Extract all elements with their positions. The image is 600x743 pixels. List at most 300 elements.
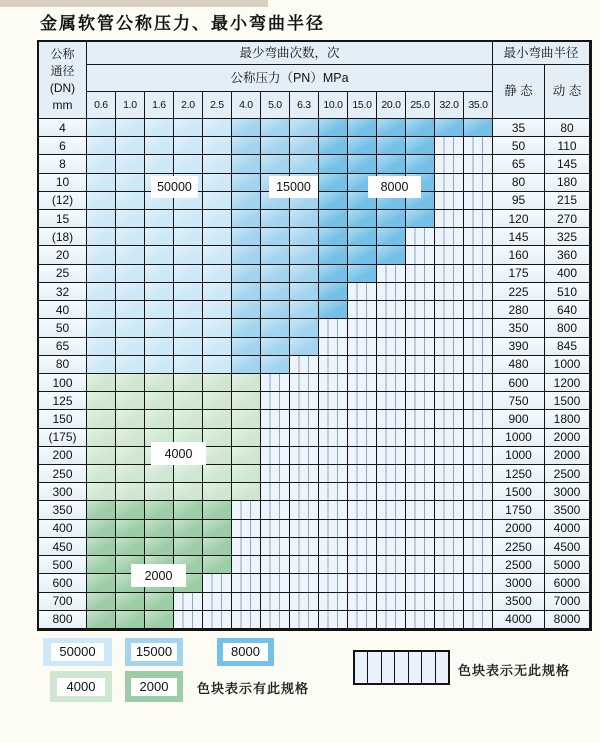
no-spec-cell: [290, 501, 319, 519]
spec-cell: [290, 137, 319, 155]
spec-cell: [377, 210, 406, 228]
spec-cell: [87, 447, 116, 465]
no-spec-cell: [435, 410, 464, 428]
spec-cell: [232, 338, 261, 356]
no-spec-cell: [290, 556, 319, 574]
no-spec-cell: [261, 447, 290, 465]
no-spec-cell: [464, 611, 493, 629]
pressure-tick: 25.0: [406, 92, 435, 119]
spec-cell: [348, 246, 377, 264]
no-spec-cell: [261, 374, 290, 392]
bend-cycles-zone-label: 8000: [368, 176, 421, 198]
dynamic-value-cell: 7000: [545, 593, 590, 611]
no-spec-cell: [435, 265, 464, 283]
no-spec-cell: [464, 447, 493, 465]
static-value-cell: 95: [493, 192, 545, 210]
spec-cell: [203, 174, 232, 192]
no-spec-cell: [464, 283, 493, 301]
dn-label-cell: 400: [39, 520, 87, 538]
spec-cell: [116, 119, 145, 137]
spec-cell: [232, 119, 261, 137]
dn-label-cell: 6: [39, 137, 87, 155]
no-spec-cell: [203, 574, 232, 592]
dn-label-cell: 100: [39, 374, 87, 392]
dynamic-value-cell: 3000: [545, 483, 590, 501]
dynamic-value-cell: 6000: [545, 574, 590, 592]
spec-cell: [174, 520, 203, 538]
no-spec-cell: [232, 538, 261, 556]
radius-header: 最小弯曲半径: [493, 42, 590, 65]
dynamic-value-cell: 400: [545, 265, 590, 283]
dynamic-value-cell: 1000: [545, 356, 590, 374]
legend-no-spec-cell: [355, 652, 368, 683]
spec-cell: [203, 155, 232, 173]
spec-cell: [377, 155, 406, 173]
no-spec-cell: [464, 192, 493, 210]
spec-cell: [116, 155, 145, 173]
spec-cell: [203, 192, 232, 210]
no-spec-cell: [261, 556, 290, 574]
spec-cell: [261, 246, 290, 264]
no-spec-cell: [319, 410, 348, 428]
spec-cell: [116, 374, 145, 392]
dynamic-value-cell: 1200: [545, 374, 590, 392]
no-spec-cell: [464, 246, 493, 264]
no-spec-cell: [377, 283, 406, 301]
spec-cell: [377, 246, 406, 264]
spec-cell: [174, 465, 203, 483]
dn-label-cell: 200: [39, 447, 87, 465]
no-spec-cell: [406, 301, 435, 319]
spec-cell: [87, 520, 116, 538]
spec-cell: [174, 301, 203, 319]
dynamic-value-cell: 5000: [545, 556, 590, 574]
legend-swatch: [125, 671, 183, 702]
dynamic-value-cell: 325: [545, 228, 590, 246]
dynamic-value-cell: 270: [545, 210, 590, 228]
spec-cell: [116, 465, 145, 483]
no-spec-cell: [319, 574, 348, 592]
no-spec-cell: [464, 374, 493, 392]
no-spec-cell: [377, 447, 406, 465]
no-spec-cell: [290, 374, 319, 392]
no-spec-cell: [435, 174, 464, 192]
dynamic-value-cell: 510: [545, 283, 590, 301]
no-spec-cell: [319, 465, 348, 483]
no-spec-cell: [290, 356, 319, 374]
spec-cell: [174, 119, 203, 137]
dynamic-value-cell: 2500: [545, 465, 590, 483]
no-spec-cell: [435, 210, 464, 228]
spec-cell: [232, 155, 261, 173]
pressure-tick: 32.0: [435, 92, 464, 119]
no-spec-cell: [377, 538, 406, 556]
no-spec-cell: [406, 265, 435, 283]
no-spec-cell: [406, 520, 435, 538]
no-spec-cell: [348, 374, 377, 392]
static-value-cell: 145: [493, 228, 545, 246]
spec-cell: [145, 137, 174, 155]
no-spec-cell: [464, 593, 493, 611]
spec-cell: [319, 137, 348, 155]
no-spec-cell: [377, 465, 406, 483]
no-spec-cell: [464, 174, 493, 192]
spec-cell: [319, 265, 348, 283]
dn-label-cell: 4: [39, 119, 87, 137]
spec-cell: [319, 192, 348, 210]
no-spec-cell: [290, 611, 319, 629]
legend-swatch-label: 8000: [223, 643, 268, 661]
spec-cell: [116, 174, 145, 192]
no-spec-cell: [348, 319, 377, 337]
spec-cell: [145, 228, 174, 246]
spec-cell: [232, 265, 261, 283]
spec-cell: [174, 374, 203, 392]
pressure-tick: 35.0: [464, 92, 493, 119]
spec-cell: [145, 338, 174, 356]
no-spec-cell: [406, 319, 435, 337]
no-spec-cell: [464, 319, 493, 337]
pressure-tick: 0.6: [87, 92, 116, 119]
dn-label-cell: 10: [39, 174, 87, 192]
no-spec-cell: [261, 593, 290, 611]
no-spec-cell: [319, 374, 348, 392]
spec-cell: [290, 319, 319, 337]
no-spec-cell: [464, 392, 493, 410]
spec-cell: [261, 301, 290, 319]
no-spec-cell: [261, 483, 290, 501]
spec-cell: [116, 593, 145, 611]
spec-cell: [290, 210, 319, 228]
no-spec-cell: [348, 356, 377, 374]
spec-cell: [261, 119, 290, 137]
static-value-cell: 2250: [493, 538, 545, 556]
no-spec-cell: [203, 611, 232, 629]
spec-table: [37, 40, 592, 631]
static-header: 静 态: [493, 65, 545, 119]
spec-cell: [145, 538, 174, 556]
spec-cell: [319, 155, 348, 173]
spec-cell: [145, 301, 174, 319]
no-spec-cell: [435, 429, 464, 447]
spec-cell: [261, 210, 290, 228]
spec-cell: [145, 501, 174, 519]
no-spec-cell: [435, 137, 464, 155]
spec-cell: [203, 501, 232, 519]
spec-cell: [377, 228, 406, 246]
dn-label-cell: 80: [39, 356, 87, 374]
no-spec-cell: [406, 501, 435, 519]
spec-cell: [87, 574, 116, 592]
no-spec-cell: [377, 593, 406, 611]
spec-cell: [116, 283, 145, 301]
no-spec-cell: [406, 228, 435, 246]
static-value-cell: 390: [493, 338, 545, 356]
dn-label-cell: (18): [39, 228, 87, 246]
spec-cell: [116, 319, 145, 337]
dn-label-cell: 32: [39, 283, 87, 301]
no-spec-cell: [406, 538, 435, 556]
spec-cell: [145, 392, 174, 410]
no-spec-cell: [377, 556, 406, 574]
dn-label-cell: 250: [39, 465, 87, 483]
spec-cell: [232, 356, 261, 374]
dn-label-cell: 25: [39, 265, 87, 283]
spec-cell: [232, 210, 261, 228]
no-spec-cell: [348, 465, 377, 483]
spec-cell: [232, 447, 261, 465]
spec-cell: [174, 283, 203, 301]
spec-cell: [203, 119, 232, 137]
spec-cell: [319, 174, 348, 192]
pressure-tick: 10.0: [319, 92, 348, 119]
spec-cell: [319, 301, 348, 319]
static-value-cell: 3000: [493, 574, 545, 592]
spec-cell: [145, 155, 174, 173]
spec-cell: [145, 210, 174, 228]
spec-cell: [406, 210, 435, 228]
dn-label-cell: 40: [39, 301, 87, 319]
dn-label-cell: 600: [39, 574, 87, 592]
no-spec-cell: [319, 501, 348, 519]
spec-cell: [174, 137, 203, 155]
spec-cell: [87, 228, 116, 246]
spec-cell: [290, 338, 319, 356]
dn-label-cell: 500: [39, 556, 87, 574]
spec-cell: [116, 192, 145, 210]
spec-cell: [232, 137, 261, 155]
no-spec-cell: [290, 520, 319, 538]
no-spec-cell: [348, 483, 377, 501]
spec-cell: [232, 174, 261, 192]
pressure-tick: 1.6: [145, 92, 174, 119]
spec-cell: [232, 246, 261, 264]
spec-cell: [348, 119, 377, 137]
static-value-cell: 350: [493, 319, 545, 337]
no-spec-cell: [435, 520, 464, 538]
no-spec-cell: [377, 301, 406, 319]
no-spec-cell: [232, 556, 261, 574]
legend-no-spec-box: [353, 650, 450, 685]
pressure-header: 公称压力（PN）MPa: [87, 65, 493, 92]
spec-cell: [348, 210, 377, 228]
spec-cell: [174, 538, 203, 556]
legend-swatch: [125, 638, 183, 666]
no-spec-cell: [377, 429, 406, 447]
spec-cell: [203, 483, 232, 501]
legend-swatch: [50, 671, 112, 702]
no-spec-cell: [261, 392, 290, 410]
legend-no-spec-text: 色块表示无此规格: [458, 663, 571, 678]
spec-cell: [87, 556, 116, 574]
spec-cell: [232, 192, 261, 210]
spec-cell: [87, 155, 116, 173]
pressure-tick: 2.0: [174, 92, 203, 119]
spec-cell: [87, 174, 116, 192]
spec-cell: [232, 483, 261, 501]
spec-cell: [145, 119, 174, 137]
static-value-cell: 600: [493, 374, 545, 392]
spec-cell: [87, 611, 116, 629]
legend-no-spec-cell: [368, 652, 381, 683]
spec-cell: [116, 392, 145, 410]
no-spec-cell: [435, 574, 464, 592]
no-spec-cell: [435, 301, 464, 319]
dn-label-cell: 350: [39, 501, 87, 519]
spec-cell: [348, 228, 377, 246]
no-spec-cell: [261, 574, 290, 592]
legend-has-spec-text: 色块表示有此规格: [197, 681, 310, 696]
dynamic-value-cell: 4500: [545, 538, 590, 556]
spec-cell: [116, 483, 145, 501]
dynamic-value-cell: 180: [545, 174, 590, 192]
no-spec-cell: [464, 501, 493, 519]
no-spec-cell: [377, 410, 406, 428]
static-value-cell: 160: [493, 246, 545, 264]
spec-cell: [348, 265, 377, 283]
spec-cell: [203, 265, 232, 283]
bend-cycles-zone-label: 50000: [151, 176, 198, 198]
spec-cell: [290, 283, 319, 301]
dn-label-cell: 20: [39, 246, 87, 264]
no-spec-cell: [174, 611, 203, 629]
no-spec-cell: [464, 301, 493, 319]
no-spec-cell: [435, 356, 464, 374]
dynamic-value-cell: 640: [545, 301, 590, 319]
spec-cell: [87, 392, 116, 410]
dn-label-cell: 150: [39, 410, 87, 428]
no-spec-cell: [232, 501, 261, 519]
no-spec-cell: [464, 210, 493, 228]
no-spec-cell: [435, 593, 464, 611]
no-spec-cell: [348, 556, 377, 574]
legend-swatch-label: 50000: [51, 643, 104, 661]
spec-cell: [261, 228, 290, 246]
no-spec-cell: [435, 465, 464, 483]
no-spec-cell: [290, 392, 319, 410]
no-spec-cell: [406, 483, 435, 501]
pressure-tick: 2.5: [203, 92, 232, 119]
spec-cell: [145, 520, 174, 538]
spec-cell: [116, 538, 145, 556]
no-spec-cell: [261, 538, 290, 556]
dynamic-value-cell: 800: [545, 319, 590, 337]
pressure-tick: 5.0: [261, 92, 290, 119]
spec-cell: [174, 155, 203, 173]
no-spec-cell: [377, 392, 406, 410]
no-spec-cell: [464, 265, 493, 283]
no-spec-cell: [435, 447, 464, 465]
spec-cell: [116, 338, 145, 356]
spec-cell: [116, 356, 145, 374]
no-spec-cell: [319, 483, 348, 501]
pressure-tick: 20.0: [377, 92, 406, 119]
bend-cycles-zone-label: 4000: [151, 442, 206, 465]
static-value-cell: 1000: [493, 447, 545, 465]
dynamic-value-cell: 215: [545, 192, 590, 210]
spec-cell: [116, 265, 145, 283]
spec-cell: [261, 265, 290, 283]
dynamic-value-cell: 845: [545, 338, 590, 356]
no-spec-cell: [290, 574, 319, 592]
no-spec-cell: [203, 593, 232, 611]
no-spec-cell: [406, 429, 435, 447]
dynamic-value-cell: 8000: [545, 611, 590, 629]
no-spec-cell: [348, 593, 377, 611]
no-spec-cell: [319, 538, 348, 556]
spec-cell: [203, 283, 232, 301]
static-value-cell: 3500: [493, 593, 545, 611]
no-spec-cell: [406, 556, 435, 574]
no-spec-cell: [319, 429, 348, 447]
spec-cell: [87, 483, 116, 501]
no-spec-cell: [406, 593, 435, 611]
spec-cell: [87, 374, 116, 392]
dynamic-value-cell: 2000: [545, 429, 590, 447]
no-spec-cell: [348, 283, 377, 301]
no-spec-cell: [377, 356, 406, 374]
spec-cell: [348, 155, 377, 173]
spec-cell: [174, 410, 203, 428]
no-spec-cell: [261, 429, 290, 447]
no-spec-cell: [377, 483, 406, 501]
spec-cell: [203, 392, 232, 410]
spec-cell: [116, 246, 145, 264]
no-spec-cell: [377, 265, 406, 283]
no-spec-cell: [290, 593, 319, 611]
spec-cell: [290, 155, 319, 173]
no-spec-cell: [290, 447, 319, 465]
legend-swatch: [43, 638, 112, 666]
spec-cell: [348, 137, 377, 155]
no-spec-cell: [406, 338, 435, 356]
no-spec-cell: [261, 501, 290, 519]
no-spec-cell: [435, 538, 464, 556]
legend-no-spec-cell: [382, 652, 395, 683]
no-spec-cell: [319, 356, 348, 374]
spec-cell: [406, 155, 435, 173]
spec-cell: [319, 246, 348, 264]
no-spec-cell: [406, 465, 435, 483]
spec-cell: [116, 410, 145, 428]
spec-cell: [203, 319, 232, 337]
no-spec-cell: [406, 356, 435, 374]
static-value-cell: 175: [493, 265, 545, 283]
spec-cell: [174, 246, 203, 264]
no-spec-cell: [348, 338, 377, 356]
legend-swatch-label: 4000: [57, 678, 105, 696]
no-spec-cell: [319, 556, 348, 574]
spec-cell: [261, 356, 290, 374]
legend-no-spec-cell: [422, 652, 435, 683]
dn-column-header: 公称 通径 (DN) mm: [39, 42, 87, 119]
static-value-cell: 2500: [493, 556, 545, 574]
no-spec-cell: [319, 593, 348, 611]
spec-cell: [290, 228, 319, 246]
spec-cell: [203, 538, 232, 556]
spec-cell: [232, 374, 261, 392]
no-spec-cell: [348, 392, 377, 410]
no-spec-cell: [290, 410, 319, 428]
spec-cell: [87, 338, 116, 356]
spec-cell: [87, 119, 116, 137]
dn-label-cell: (12): [39, 192, 87, 210]
dynamic-value-cell: 80: [545, 119, 590, 137]
static-value-cell: 50: [493, 137, 545, 155]
no-spec-cell: [464, 429, 493, 447]
spec-cell: [261, 137, 290, 155]
page-edge-strip: [0, 0, 268, 7]
